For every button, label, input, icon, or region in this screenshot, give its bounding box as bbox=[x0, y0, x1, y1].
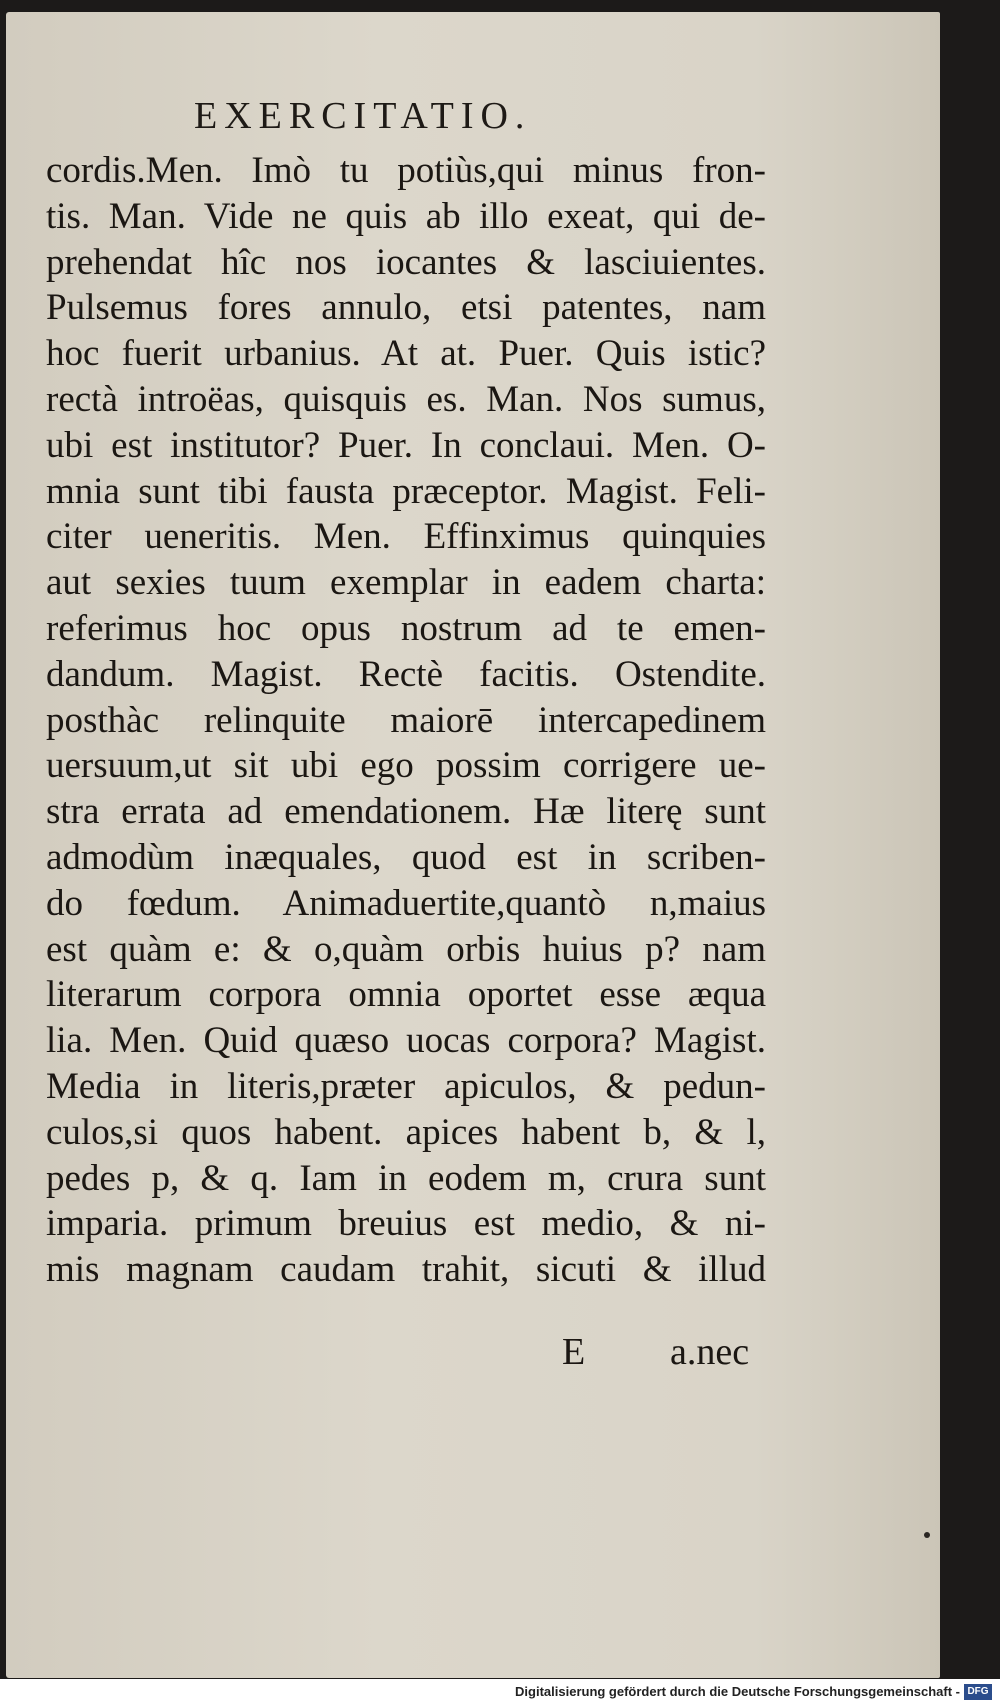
text-line: mis magnam caudam trahit, sicuti & illud bbox=[46, 1249, 766, 1291]
text-line: aut sexies tuum exemplar in eadem charta: bbox=[46, 562, 766, 604]
footer-bar bbox=[0, 1679, 1000, 1703]
paper-speck bbox=[924, 1532, 930, 1538]
text-line: admodùm inæquales, quod est in scriben- bbox=[46, 836, 766, 878]
text-block bbox=[46, 148, 766, 1293]
text-line: referimus hoc opus nostrum ad te emen- bbox=[46, 607, 766, 649]
text-line: prehendat hîc nos iocantes & lasciuientes. bbox=[46, 241, 766, 283]
footer-credit: Digitalisierung gefördert durch die Deutsche Forschungsgemeinschaft - bbox=[515, 1684, 960, 1699]
running-head: EXERCITATIO. bbox=[194, 95, 532, 137]
text-line: do fœdum. Animaduertite,quantò n,maius bbox=[46, 882, 766, 924]
book-page bbox=[6, 12, 940, 1678]
text-line: cordis.Men. Imò tu potiùs,qui minus fron- bbox=[46, 150, 766, 191]
catchword: a.nec bbox=[670, 1331, 750, 1373]
text-line: rectà introëas, quisquis es. Man. Nos sumus, bbox=[46, 378, 766, 420]
text-line: citer ueneritis. Men. Effinximus quinquies bbox=[46, 516, 766, 558]
text-line: lia. Men. Quid quæso uocas corpora? Magist. bbox=[46, 1020, 766, 1062]
text-line: literarum corpora omnia oportet esse æqua bbox=[46, 974, 766, 1016]
text-line: stra errata ad emendationem. Hæ literę sunt bbox=[46, 791, 766, 833]
text-line: hoc fuerit urbanius. At at. Puer. Quis istic? bbox=[46, 333, 766, 375]
text-line: ubi est institutor? Puer. In conclaui. Men. O- bbox=[46, 424, 766, 466]
text-line: imparia. primum breuius est medio, & ni- bbox=[46, 1203, 766, 1245]
dfg-logo-icon: DFG bbox=[964, 1684, 992, 1700]
text-line: pedes p, & q. Iam in eodem m, crura sunt bbox=[46, 1157, 766, 1199]
signature-mark: E bbox=[562, 1331, 586, 1373]
text-line: uersuum,ut sit ubi ego possim corrigere ue- bbox=[46, 745, 766, 787]
text-line: mnia sunt tibi fausta præceptor. Magist. Feli- bbox=[46, 470, 766, 512]
text-line: posthàc relinquite maiorē intercapedinem bbox=[46, 699, 766, 741]
text-line: tis. Man. Vide ne quis ab illo exeat, qui de- bbox=[46, 195, 766, 237]
text-line: dandum. Magist. Rectè facitis. Ostendite. bbox=[46, 653, 766, 695]
text-line: Pulsemus fores annulo, etsi patentes, nam bbox=[46, 287, 766, 329]
text-line: culos,si quos habent. apices habent b, & l, bbox=[46, 1111, 766, 1153]
text-line: Media in literis,præter apiculos, & pedun- bbox=[46, 1065, 766, 1107]
text-line: est quàm e: & o,quàm orbis huius p? nam bbox=[46, 928, 766, 970]
